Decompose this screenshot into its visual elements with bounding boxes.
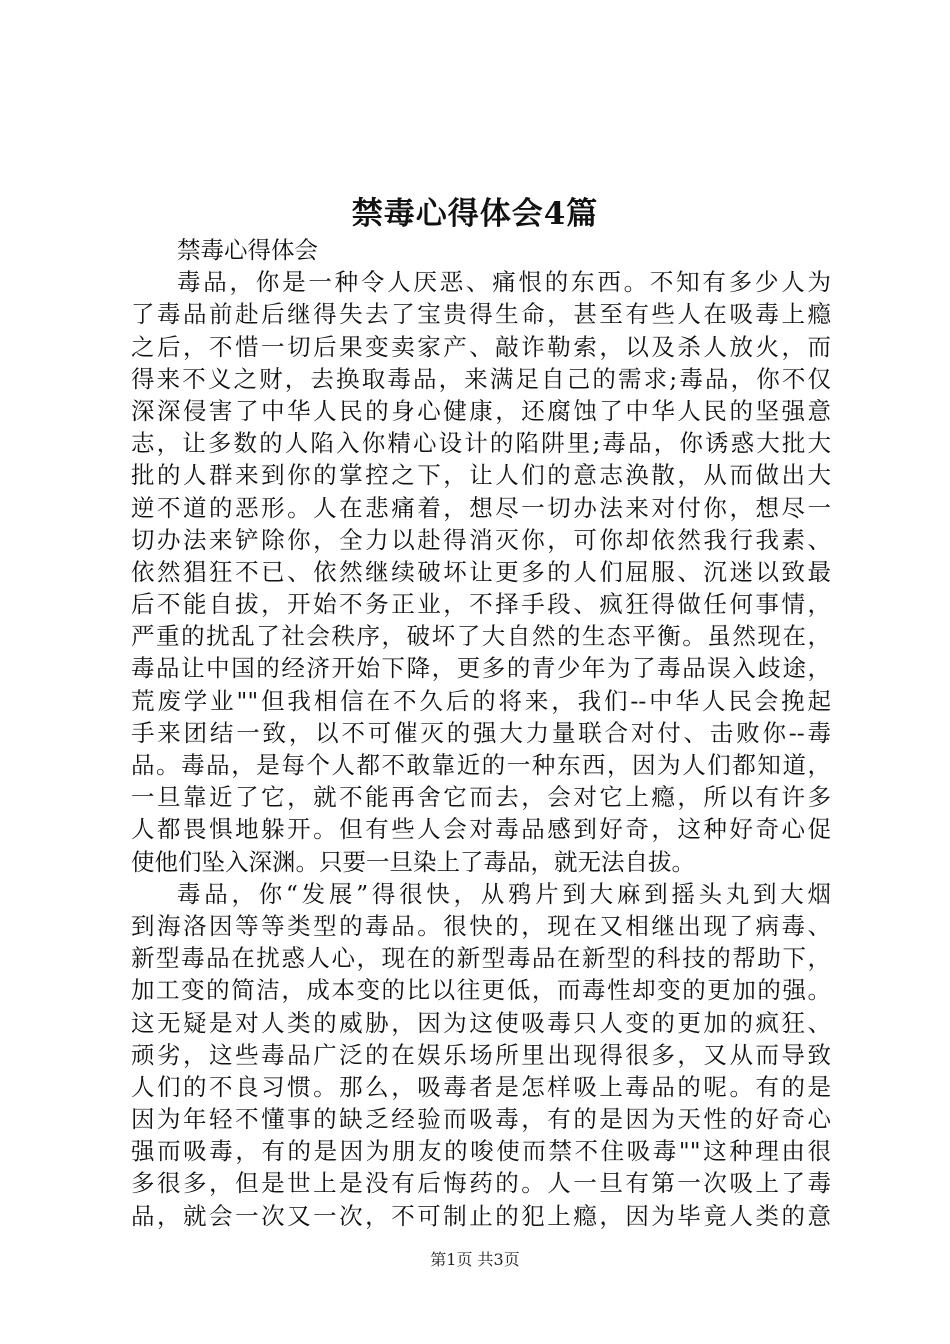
text-line: 强而吸毒，有的是因为朋友的唆使而禁不住吸毒""这种理由很: [131, 1137, 831, 1166]
page-footer: 第1页 共3页: [430, 1250, 520, 1269]
text-line: 一旦靠近了它，就不能再舍它而去，会对它上瘾，所以有许多: [131, 783, 831, 812]
text-line: 依然猖狂不已、依然继续破坏让更多的人们屈服、沉迷以致最: [131, 557, 831, 586]
text-line: 因为年轻不懂事的缺乏经验而吸毒，有的是因为天性的好奇心: [131, 1105, 831, 1134]
text-line: 志，让多数的人陷入你精心设计的陷阱里;毒品，你诱惑大批大: [131, 429, 831, 458]
text-line: 之后，不惜一切后果变卖家产、敲诈勒索，以及杀人放火，而: [131, 332, 831, 361]
text-line: 品。毒品，是每个人都不敢靠近的一种东西，因为人们都知道，: [131, 751, 831, 779]
text-line: 得来不义之财，去换取毒品，来满足自己的需求;毒品，你不仅: [131, 364, 831, 393]
text-line: 逆不道的恶形。人在悲痛着，想尽一切办法来对付你，想尽一: [131, 493, 831, 522]
text-line: 顽劣，这些毒品广泛的在娱乐场所里出现得很多，又从而导致: [131, 1040, 831, 1069]
text-line: 深深侵害了中华人民的身心健康，还腐蚀了中华人民的坚强意: [131, 396, 831, 425]
text-line: 品，就会一次又一次，不可制止的犯上瘾，因为毕竟人类的意: [131, 1201, 831, 1230]
text-line: 使他们坠入深渊。只要一旦染上了毒品，就无法自拔。: [131, 847, 695, 876]
text-line: 到海洛因等等类型的毒品。很快的，现在又相继出现了病毒、: [131, 911, 831, 940]
text-line: 人们的不良习惯。那么，吸毒者是怎样吸上毒品的呢。有的是: [131, 1072, 831, 1101]
text-line: 毒品，你“发展”得很快，从鸦片到大麻到摇头丸到大烟: [177, 879, 831, 908]
text-line: 了毒品前赴后继得失去了宝贵得生命，甚至有些人在吸毒上瘾: [131, 300, 831, 329]
text-line: 新型毒品在扰惑人心，现在的新型毒品在新型的科技的帮助下，: [131, 944, 831, 973]
text-line: 手来团结一致，以不可催灭的强大力量联合对付、击败你--毒: [131, 718, 831, 747]
text-line: 多很多，但是世上是没有后悔药的。人一旦有第一次吸上了毒: [131, 1169, 831, 1198]
text-line: 禁毒心得体会: [177, 236, 318, 264]
text-line: 严重的扰乱了社会秩序，破坏了大自然的生态平衡。虽然现在，: [131, 622, 831, 651]
text-line: 切办法来铲除你，全力以赴得消灭你，可你却依然我行我素、: [131, 525, 831, 554]
text-line: 荒废学业""但我相信在不久后的将来，我们--中华人民会挽起: [131, 686, 831, 715]
text-line: 这无疑是对人类的威胁，因为这使吸毒只人变的更加的疯狂、: [131, 1008, 831, 1037]
text-line: 毒品，你是一种令人厌恶、痛恨的东西。不知有多少人为: [177, 268, 831, 297]
document-body: [131, 234, 831, 1232]
text-line: 毒品让中国的经济开始下降，更多的青少年为了毒品误入歧途，: [131, 654, 831, 683]
text-line: 加工变的简洁，成本变的比以往更低，而毒性却变的更加的强。: [131, 976, 831, 1005]
text-line: 人都畏惧地躲开。但有些人会对毒品感到好奇，这种好奇心促: [131, 815, 831, 844]
text-line: 后不能自拔，开始不务正业，不择手段、疯狂得做任何事情，: [131, 590, 831, 619]
text-line: 批的人群来到你的掌控之下，让人们的意志涣散，从而做出大: [131, 461, 831, 490]
document-title: 禁毒心得体会4篇: [351, 196, 599, 232]
